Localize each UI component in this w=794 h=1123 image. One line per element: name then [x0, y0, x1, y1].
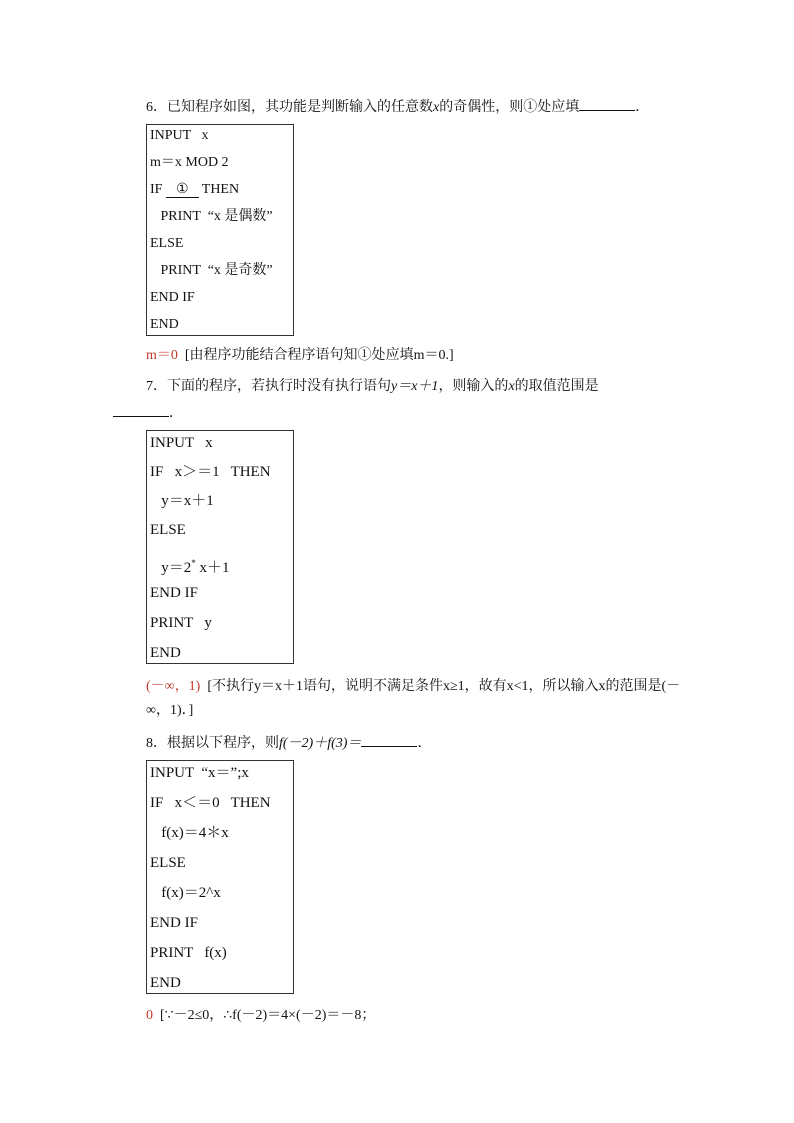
q7-code-box [146, 430, 294, 664]
q8-code-line-2: IF x＜＝0 THEN [150, 795, 271, 811]
question-7 [146, 374, 682, 400]
question-6 [146, 96, 649, 118]
q7-y-assign: y＝2 [150, 560, 192, 576]
q8-answer-key: 0 [146, 1008, 153, 1023]
q6-code-box [146, 124, 294, 336]
q6-if-keyword: IF [150, 182, 166, 197]
q6-code-line-7: END IF [150, 290, 195, 305]
q6-code-line-1: INPUT x [150, 128, 209, 143]
q7-code-line-6: END IF [150, 585, 198, 601]
q6-suffix: 的奇偶性，则①处应填 [439, 100, 580, 115]
q7-code-line-2: IF x＞＝1 THEN [150, 464, 271, 480]
q6-answer-blank [579, 96, 635, 111]
q6-code-line-3 [150, 182, 239, 198]
q7-statement: y＝x＋1 [391, 379, 439, 394]
q8-answer-blank [361, 732, 417, 747]
q6-code-line-6: PRINT “x 是奇数” [150, 263, 273, 278]
q7-code-line-7: PRINT y [150, 615, 212, 631]
q8-expression: f(－2)＋f(3)＝ [279, 736, 362, 751]
q7-answer-key: (－∞，1) [146, 679, 201, 694]
q8-code-line-8: END [150, 975, 181, 991]
q8-code-line-3: f(x)＝4＊x [150, 825, 229, 841]
q7-mid: ，则输入的 [438, 379, 509, 394]
q6-code-line-5: ELSE [150, 236, 184, 251]
question-7-blank-line [113, 402, 183, 424]
q7-end: ． [169, 406, 183, 421]
q8-code-line-4: ELSE [150, 855, 186, 871]
q6-answer [146, 346, 454, 366]
q6-end: ． [635, 100, 650, 115]
q7-code-line-3: y＝x＋1 [150, 493, 214, 509]
q7-var: x [508, 379, 515, 394]
q8-code-line-7: PRINT f(x) [150, 945, 227, 961]
q8-code-line-5: f(x)＝2^x [150, 885, 221, 901]
q7-code-line-4: ELSE [150, 522, 186, 538]
q7-answer [146, 675, 682, 723]
q6-answer-text: [由程序功能结合程序语句知①处应填 [184, 348, 414, 363]
q8-code-line-6: END IF [150, 915, 198, 931]
q6-answer-key: m＝0 [146, 348, 178, 363]
q6-code-line-4: PRINT “x 是偶数” [150, 209, 273, 224]
q6-var: x [433, 100, 440, 115]
q7-code-line-1: INPUT x [150, 435, 213, 451]
q7-prefix: 7．下面的程序，若执行时没有执行语句 [146, 379, 391, 394]
q7-y-rest: x＋1 [195, 560, 230, 576]
q6-answer-val: m＝0.] [413, 348, 454, 363]
q7-answer-text: [不执行y＝x＋1语句，说明不满足条件x≥1，故有x<1，所以输入x的范围是(－∞，1)．] [146, 679, 681, 718]
q8-code-box [146, 760, 294, 994]
q6-then-keyword: THEN [198, 182, 240, 197]
q6-code-line-8: END [150, 317, 179, 332]
q8-prefix: 8．根据以下程序，则 [146, 736, 279, 751]
q7-answer-blank [113, 402, 169, 417]
q8-answer [146, 1006, 375, 1026]
q7-multiply-sign: * [191, 558, 196, 568]
question-8 [146, 732, 431, 754]
q7-suffix: 的取值范围是 [514, 379, 599, 394]
q6-code-line-2: m＝x MOD 2 [150, 155, 229, 170]
q7-code-line-8: END [150, 645, 181, 661]
q8-end: ． [417, 736, 432, 751]
q6-prefix: 6．已知程序如图，其功能是判断输入的任意数 [146, 100, 433, 115]
q6-blank-marker: ① [166, 183, 199, 198]
q7-code-line-5 [150, 555, 230, 576]
q8-answer-text: [∵－2≤0，∴f(－2)＝4×(－2)＝－8； [160, 1008, 376, 1023]
q8-code-line-1: INPUT “x＝”;x [150, 765, 249, 781]
